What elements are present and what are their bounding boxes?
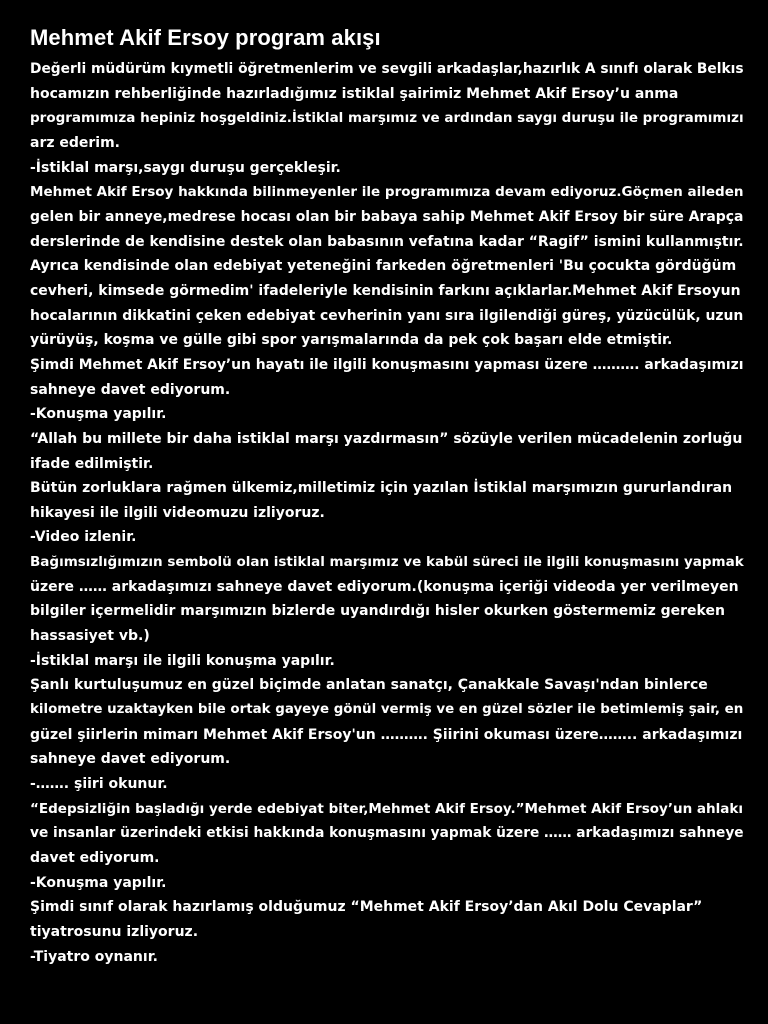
- text-line: hocalarının dikkatini çeken edebiyat cevherinin yanı sıra ilgilendiği güreş, yüzücülük, uzun: [30, 307, 744, 324]
- text-line: sahneye davet ediyorum.: [30, 751, 231, 768]
- text-line: bilgiler içermelidir marşımızın bizlerde uyandırdığı hisler okurken göstermemiz gereken: [30, 603, 725, 620]
- text-line: cevheri, kimsede görmedim' ifadeleriyle kendisinin farkını açıklarlar.Mehmet Akif Ersoyun: [30, 282, 741, 299]
- text-line: Mehmet Akif Ersoy hakkında bilinmeyenler ile programımıza devam ediyoruz.Göçmen aileden: [30, 184, 744, 201]
- text-line: yürüyüş, koşma ve gülle gibi spor yarışmalarında da pek çok başarı elde etmiştir.: [30, 332, 673, 349]
- text-line: Bağımsızlığımızın sembolü olan istiklal marşımız ve kabül süreci ile ilgili konuşmasını yapmak: [30, 554, 744, 571]
- text-line: -Tiyatro oynanır.: [30, 948, 158, 965]
- text-line: ve insanlar üzerindeki etkisi hakkında konuşmasını yapmak üzere …… arkadaşımızı sahneye: [30, 825, 744, 842]
- text-line: gelen bir anneye,medrese hocası olan bir babaya sahip Mehmet Akif Ersoy bir süre Arapça: [30, 208, 744, 225]
- text-line: “Edepsizliğin başladığı yerde edebiyat biter,Mehmet Akif Ersoy.”Mehmet Akif Ersoy’un ahlakı: [30, 800, 744, 817]
- text-line: programımıza hepiniz hoşgeldiniz.İstiklal marşımız ve ardından saygı duruşu ile programımızı: [30, 110, 744, 127]
- text-line: hikayesi ile ilgili videomuzu izliyoruz.: [30, 504, 325, 521]
- text-line: -Konuşma yapılır.: [30, 406, 167, 423]
- text-line: kilometre uzaktayken bile ortak gayeye gönül vermiş ve en güzel sözler ile betimlemiş şair, en: [30, 702, 744, 718]
- text-line: -Video izlenir.: [30, 529, 137, 546]
- text-line: tiyatrosunu izliyoruz.: [30, 923, 199, 940]
- text-line: ifade edilmiştir.: [30, 455, 154, 472]
- text-line: Ayrıca kendisinde olan edebiyat yeteneğini farkeden öğretmenleri 'Bu çocukta gördüğüm: [30, 258, 737, 275]
- text-line: davet ediyorum.: [30, 850, 160, 866]
- text-line: hassasiyet vb.): [30, 628, 150, 645]
- text-line: Değerli müdürüm kıymetli öğretmenlerim ve sevgili arkadaşlar,hazırlık A sınıfı olarak Belkıs: [30, 61, 744, 77]
- text-line: -İstiklal marşı ile ilgili konuşma yapılır.: [30, 652, 335, 669]
- text-line: -……. şiiri okunur.: [30, 776, 168, 793]
- text-line: hocamızın rehberliğinde hazırladığımız istiklal şairimiz Mehmet Akif Ersoy’u anma: [30, 85, 679, 102]
- text-line: “Allah bu millete bir daha istiklal marşı yazdırmasın” sözüyle verilen mücadelenin zorluğu: [30, 430, 743, 447]
- document-title: Mehmet Akif Ersoy program akışı: [30, 25, 381, 50]
- text-line: Bütün zorluklara rağmen ülkemiz,milletimiz için yazılan İstiklal marşımızın gururlandıran: [30, 480, 733, 497]
- text-line: arz ederim.: [30, 134, 120, 151]
- text-line: üzere …… arkadaşımızı sahneye davet ediyorum.(konuşma içeriği videoda yer verilmeyen: [30, 578, 739, 595]
- document-page: [30, 22, 744, 969]
- text-line: Şimdi sınıf olarak hazırlamış olduğumuz “Mehmet Akif Ersoy’dan Akıl Dolu Cevaplar”: [30, 899, 703, 916]
- text-line: -İstiklal marşı,saygı duruşu gerçekleşir.: [30, 159, 341, 176]
- text-line: sahneye davet ediyorum.: [30, 381, 231, 398]
- text-line: derslerinde de kendisine destek olan babasının vefatına kadar “Ragif” ismini kullanmıştır.: [30, 233, 744, 250]
- text-line: güzel şiirlerin mimarı Mehmet Akif Ersoy'un ………. Şiirini okuması üzere…….. arkadaşımızı: [30, 726, 743, 743]
- text-line: -Konuşma yapılır.: [30, 874, 167, 891]
- text-line: Şanlı kurtuluşumuz en güzel biçimde anlatan sanatçı, Çanakkale Savaşı'ndan binlerce: [30, 677, 708, 694]
- document-body: [30, 57, 744, 969]
- text-line: Şimdi Mehmet Akif Ersoy’un hayatı ile ilgili konuşmasını yapması üzere ………. arkadaşımızı: [30, 356, 744, 373]
